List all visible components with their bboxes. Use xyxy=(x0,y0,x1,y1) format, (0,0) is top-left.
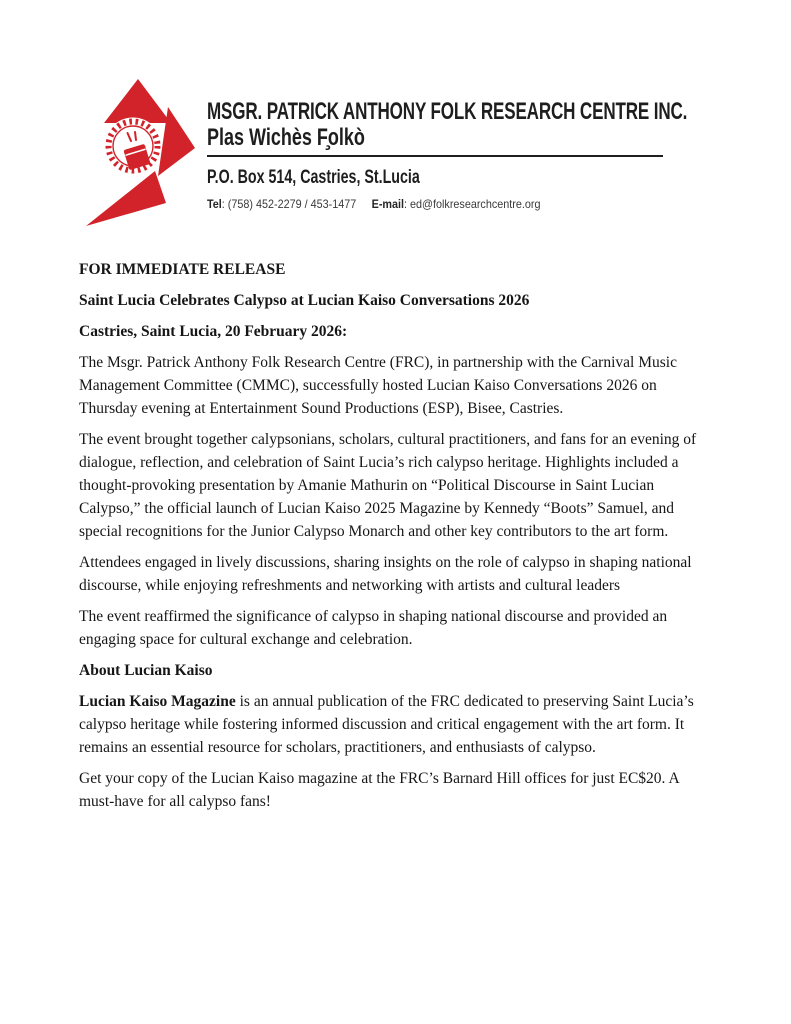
org-name: MSGR. PATRICK ANTHONY FOLK RESEARCH CENTRE INC. xyxy=(207,98,688,125)
paragraph-event-summary: The Msgr. Patrick Anthony Folk Research Centre (FRC), in partnership with the Carnival Music Management Committee (CMMC), successfully hosted Lucian Kaiso Conversations 2026 on Thursday evening at Entertainment Sound Productions (ESP), Bisee, Castries. xyxy=(79,354,677,417)
paragraph-get-copy: Get your copy of the Lucian Kaiso magazine at the FRC’s Barnard Hill offices for just EC$20. A must-have for all calypso fans! xyxy=(79,770,679,810)
email-value: : ed@folkresearchcentre.org xyxy=(404,197,541,211)
about-heading: About Lucian Kaiso xyxy=(79,662,213,679)
tel-value: : (758) 452-2279 / 453-1477 xyxy=(221,197,357,211)
paragraph-significance: The event reaffirmed the significance of calypso in shaping national discourse and provided an engaging space for cultural exchange and celebration. xyxy=(79,608,668,648)
paragraph-magazine xyxy=(79,690,713,759)
org-address: P.O. Box 514, Castries, St.Lucia xyxy=(207,167,420,188)
headline: Saint Lucia Celebrates Calypso at Lucian Kaiso Conversations 2026 xyxy=(79,292,530,309)
dateline: Castries, Saint Lucia, 20 February 2026: xyxy=(79,323,348,340)
org-tagline: Plas Wichès F̧olkò xyxy=(207,124,365,151)
magazine-description: is an annual publication of the FRC dedicated to preserving Saint Lucia’s calypso heritage while fostering informed discussion and critical engagement with the art form. It remains an essential resource for scholars, practitioners, and enthusiasts of calypso. xyxy=(79,693,694,756)
email-label: E-mail xyxy=(371,197,405,211)
logo-top-triangle xyxy=(104,79,171,123)
magazine-title: Lucian Kaiso Magazine xyxy=(79,693,236,710)
logo-swoosh-triangle xyxy=(86,171,166,226)
paragraph-highlights: The event brought together calypsonians, scholars, cultural practitioners, and fans for an evening of dialogue, reflection, and celebration of Saint Lucia’s rich calypso heritage. Highlights included a thought-provoking presentation by Amanie Mathurin on “Political Discourse in Saint Lucian Calypso,” the official launch of Lucian Kaiso 2025 Magazine by Kennedy “Boots” Samuel, and special recognitions for the Junior Calypso Monarch and other key contributors to the art form. xyxy=(79,431,697,540)
letterhead-divider xyxy=(207,155,663,157)
document-body xyxy=(79,258,713,821)
release-line: FOR IMMEDIATE RELEASE xyxy=(79,261,286,278)
frc-logo-icon xyxy=(84,76,198,228)
paragraph-attendees: Attendees engaged in lively discussions, sharing insights on the role of calypso in shaping national discourse, while enjoying refreshments and networking with artists and cultural leaders xyxy=(79,554,692,594)
tel-label: Tel xyxy=(207,197,222,211)
org-contact-line xyxy=(207,198,540,210)
